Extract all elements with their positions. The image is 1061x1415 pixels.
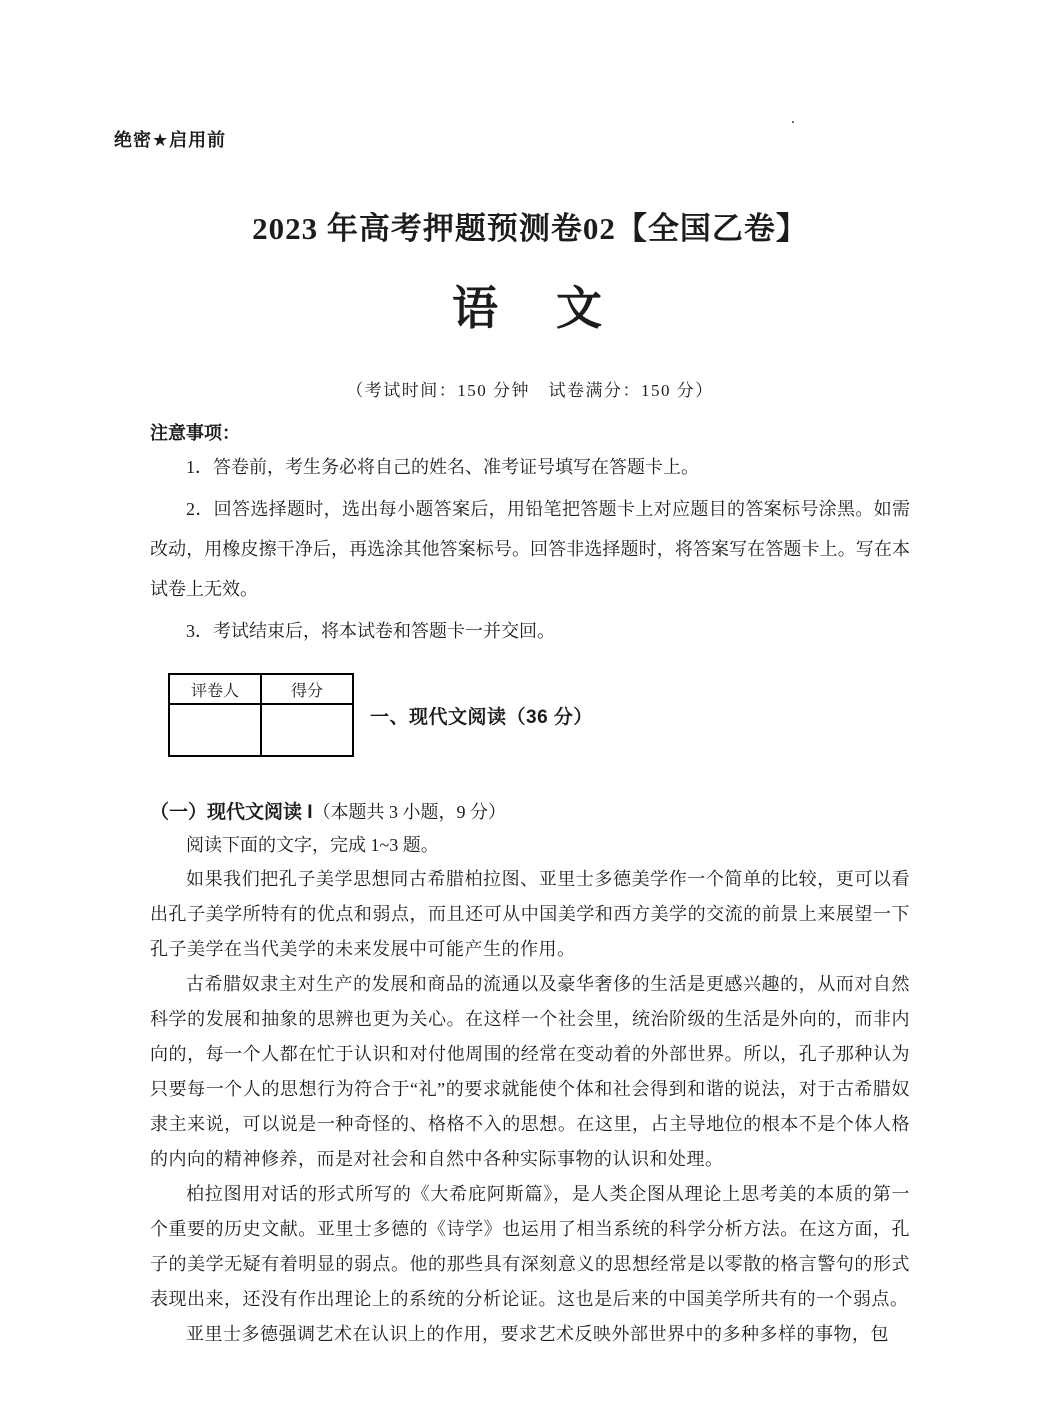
notice-item-2: 2．回答选择题时，选出每小题答案后，用铅笔把答题卡上对应题目的答案标号涂黑。如需改动，用橡皮擦干净后，再选涂其他答案标号。回答非选择题时，将答案写在答题卡上。写在本试卷上无效。 [150, 499, 910, 600]
score-row [168, 673, 910, 757]
passage-paragraph-1: 如果我们把孔子美学思想同古希腊柏拉图、亚里士多德美学作一个简单的比较，更可以看出孔子美学所特有的优点和弱点，而且还可从中国美学和西方美学的交流的前景上来展望一下孔子美学在当代美学的未来发展中可能产生的作用。 [150, 869, 910, 960]
notes-heading: 注意事项： [150, 423, 240, 444]
score-cell-grader [169, 704, 261, 756]
notice-item-1: 1．答卷前，考生务必将自己的姓名、准考证号填写在答题卡上。 [186, 457, 699, 478]
score-table [168, 673, 354, 757]
exam-title: 2023 年高考押题预测卷02【全国乙卷】 [252, 211, 808, 246]
classification-label: 绝密★启用前 [114, 130, 227, 150]
reading-one-heading-title: （一）现代文阅读 I [150, 802, 313, 824]
score-cell-score [261, 704, 353, 756]
stray-mark: . [791, 110, 795, 127]
section-one-title: 一、现代文阅读（36 分） [370, 706, 593, 728]
exam-paper [150, 0, 910, 1352]
score-table-header-score: 得分 [261, 674, 353, 704]
passage-paragraph-4: 亚里士多德强调艺术在认识上的作用，要求艺术反映外部世界中的多种多样的事物，包 [186, 1324, 889, 1345]
reading-instruction: 阅读下面的文字，完成 1~3 题。 [186, 835, 439, 856]
notice-item-3: 3．考试结束后，将本试卷和答题卡一并交回。 [186, 621, 555, 642]
reading-one-heading [150, 797, 910, 824]
reading-one-heading-detail: （本题共 3 小题，9 分） [312, 802, 507, 823]
passage-paragraph-3: 柏拉图用对话的形式所写的《大希庇阿斯篇》，是人类企图从理论上思考美的本质的第一个重要的历史文献。亚里士多德的《诗学》也运用了相当系统的科学分析方法。在这方面，孔子的美学无疑有着明显的弱点。他的那些具有深刻意义的思想经常是以零散的格言警句的形式表现出来，还没有作出理论上的系统的分析论证。这也是后来的中国美学所共有的一个弱点。 [150, 1184, 910, 1310]
passage-paragraph-2: 古希腊奴隶主对生产的发展和商品的流通以及豪华奢侈的生活是更感兴趣的，从而对自然科学的发展和抽象的思辨也更为关心。在这样一个社会里，统治阶级的生活是外向的，而非内向的，每一个人都在忙于认识和对付他周围的经常在变动着的外部世界。所以，孔子那种认为只要每一个人的思想行为符合于“礼”的要求就能使个体和社会得到和谐的说法，对于古希腊奴隶主来说，可以说是一种奇怪的、格格不入的思想。在这里，占主导地位的根本不是个体人格的内向的精神修养，而是对社会和自然中各种实际事物的认识和处理。 [150, 974, 910, 1170]
subject-title: 语 文 [452, 283, 608, 334]
score-table-header-grader: 评卷人 [169, 674, 261, 704]
exam-meta: （考试时间：150 分钟 试卷满分：150 分） [346, 381, 714, 401]
